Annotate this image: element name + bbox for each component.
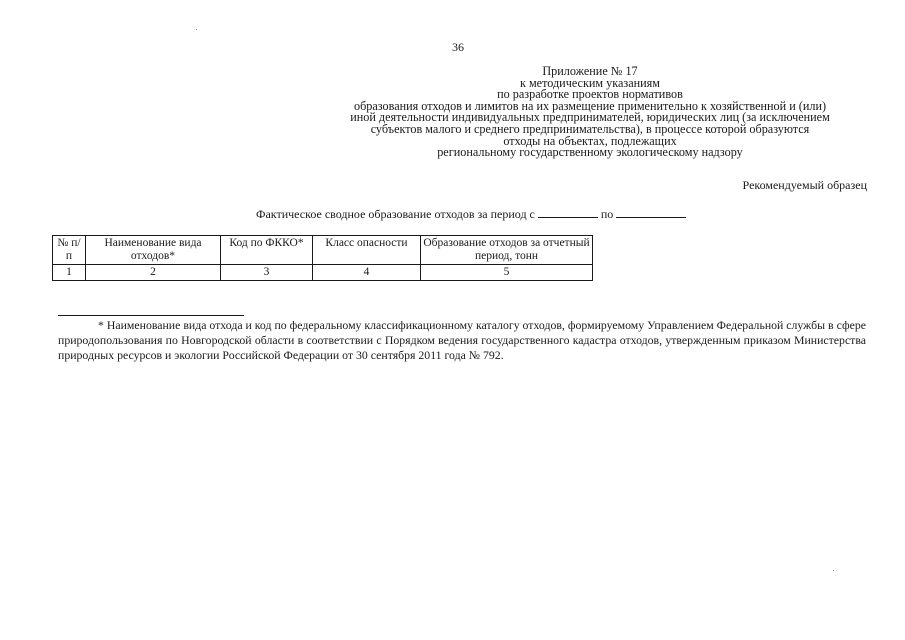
summary-title-middle: по (600, 207, 614, 221)
summary-title-prefix: Фактическое сводное образование отходов за период с (256, 207, 535, 221)
footnote: * Наименование вида отхода и код по федеральному классификационному каталогу отходов, формируемому Управлением Федеральной службы в сфере природопользования по Новгородской области в соответствии с Порядком ведения государственного кадастра отходов, утвержденным приказом Министерства природных ресурсов и экологии Российской Федерации от 30 сентября 2011 года № 792. (58, 318, 866, 362)
column-number-cell: 2 (86, 265, 221, 281)
appendix-line: к методическим указаниям (519, 75, 660, 90)
appendix-line: иной деятельности индивидуальных предпринимателей, юридических лиц (за исключением (350, 110, 830, 125)
header-hazard-class: Класс опасности (313, 236, 421, 265)
period-end-blank (616, 207, 686, 218)
appendix-line: Приложение № 17 (542, 64, 638, 78)
scan-speck (196, 29, 197, 30)
appendix-line: субъектов малого и среднего предпринимательства), в процессе которой образуются (370, 121, 810, 136)
table-row (53, 265, 593, 281)
header-waste-generation: Образование отходов за отчетный период, тонн (421, 236, 593, 265)
header-number: № п/п (53, 236, 86, 265)
column-number-cell: 5 (421, 265, 593, 281)
appendix-line: региональному государственному экологическому надзору (437, 145, 743, 160)
waste-summary-table (52, 235, 593, 281)
appendix-line: отходы на объектах, подлежащих (503, 133, 677, 148)
summary-title (256, 207, 686, 222)
header-fkko-code: Код по ФККО* (221, 236, 313, 265)
footnote-divider (58, 315, 244, 316)
appendix-header (290, 66, 890, 159)
appendix-line: по разработке проектов нормативов (497, 87, 683, 102)
column-number-cell: 4 (313, 265, 421, 281)
scan-speck (833, 570, 834, 571)
recommended-sample-label: Рекомендуемый образец (742, 178, 867, 192)
header-waste-name: Наименование вида отходов* (86, 236, 221, 265)
appendix-line: образования отходов и лимитов на их размещение применительно к хозяйственной и (или) (353, 98, 827, 113)
table-header-row (53, 236, 593, 265)
period-start-blank (538, 207, 598, 218)
page-number: 36 (452, 40, 464, 54)
column-number-cell: 3 (221, 265, 313, 281)
column-number-cell: 1 (53, 265, 86, 281)
